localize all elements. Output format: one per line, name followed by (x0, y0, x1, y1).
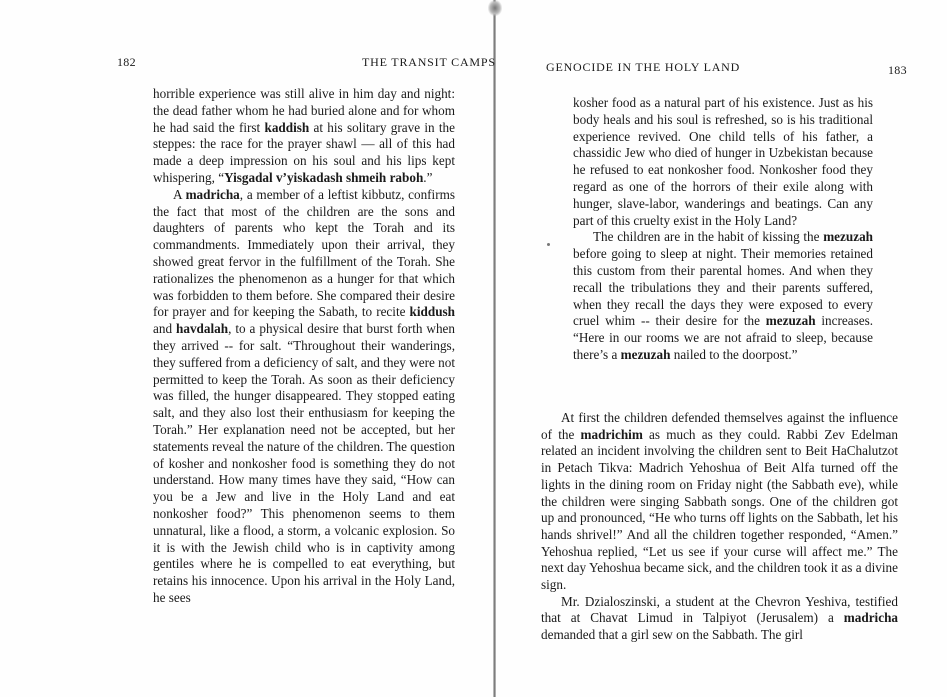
paragraph (153, 86, 455, 187)
gutter-shadow (488, 0, 502, 16)
text-run: kosher food as a natural part of his existence. Just as his body heals and his soul is refreshed, so is his traditional experience revived. One child tells of his father, a chassidic Jew who died of hunger in Uzbekistan because he refused to eat nonkosher food. Nonkosher food they regard as one of the horrors of their exile along with hunger, slave-labor, wanderings and beatings. Can any part of this cruelty exist in the Holy Land? (573, 95, 873, 228)
paragraph (541, 594, 898, 644)
bold-term: madricha (843, 610, 898, 626)
right-body-paragraphs (541, 410, 898, 644)
right-running-head: GENOCIDE IN THE HOLY LAND (546, 60, 741, 74)
scan-speck (547, 243, 550, 246)
text-run: .” (423, 169, 433, 185)
book-gutter (493, 0, 496, 697)
text-run: , a member of a leftist kibbutz, confirms the fact that most of the children are the sons and daughters of parents who kept the Torah and its commandments. Immediately upon their arrival, they showed great fervor in the fulfillment of the Torah. She rationalizes the phenomenon as a hunger for that which was forbidden to them before. She compared their desire for prayer and for keeping the Sabath, to recite (153, 186, 456, 320)
bold-term: kaddish (264, 119, 310, 135)
text-run: , to a physical desire that burst forth when they arrived -- for salt. “Throughout their wanderings, they suffered from a deficiency of salt, and they were not permitted to keep the Torah. As soon as their deficiency was filled, the hunger disappeared. They stopped eating salt, and they also lost their enthusiasm for keeping the Torah.” Her explanation need not be accepted, but her statements reveal the nature of the children. The question of kosher and nonkosher food is something they do not understand. How many times have they said, “How can you be a Jew and live in the Holy Land and eat nonkosher food?” This phenomenon seems to them unnatural, like a flood, a storm, a volcanic explosion. So it is with the Jewish child who is in captivity among gentiles where he is compelled to eat everything, but retains his innocence. Upon his arrival in the Holy Land, he sees (153, 321, 455, 605)
left-page-number: 182 (117, 55, 136, 69)
left-running-head: THE TRANSIT CAMPS (362, 55, 496, 69)
text-run: A (173, 186, 186, 202)
right-page-body-text (541, 410, 898, 644)
text-run: at his solitary grave in the steppes: the race for the prayer shawl — all of this had made a deep impression on his soul and his lips kept whispering, “ (153, 119, 455, 185)
paragraph (573, 95, 873, 229)
text-run: before going to sleep at night. Their memories retained this custom from their parental homes. And when they recall the tribulations they and their parents suffered, when they recall the days they were exposed to every cruel whim -- their desire for the (573, 246, 873, 329)
bold-term: mezuzah (765, 313, 816, 329)
left-paragraphs (153, 86, 455, 607)
paragraph (541, 410, 898, 594)
bold-term: Yisgadal v’yiskadash shmeih raboh (224, 169, 424, 185)
text-run: as much as they could. Rabbi Zev Edelman related an incident involving the children sent to Beit HaChalutzot in Petach Tikva: Madrich Yehoshua of Beit Alfa turned off the lights in the dining room on Friday night (the Sabbath eve), while the children were singing Sabbath songs. One of the children got up and pronounced, “He who turns off lights on the Sabbath, let his hands shrivel!” And all the children together responded, “Amen.” Yehoshua replied, “Let us see if your curse will affect me.” The next day Yehoshua became sick, and the children took it as a divine sign. (541, 426, 898, 593)
bold-term: kiddush (409, 304, 455, 320)
bold-term: madricha (185, 186, 240, 202)
text-run: nailed to the doorpost.” (670, 346, 798, 362)
text-run: horrible experience was still alive in him day and night: the dead father whom he had buried alone and for whom he had said the first (153, 86, 455, 135)
bold-term: havdalah (176, 321, 229, 337)
text-run: and (153, 321, 177, 337)
text-run: Mr. Dzialoszinski, a student at the Chevron Yeshiva, testified that at Chavat Limud in Talpiyot (Jerusalem) a (541, 593, 898, 626)
right-page-number: 183 (888, 63, 907, 77)
paragraph (573, 229, 873, 363)
bold-term: madrichim (580, 426, 643, 442)
text-run: The children are in the habit of kissing the (593, 229, 824, 245)
left-page-text (153, 86, 455, 607)
bold-term: mezuzah (620, 346, 671, 362)
text-run: At first the children defended themselves against the influence of the (541, 410, 898, 442)
paragraph (153, 187, 455, 607)
right-page-quote-text (573, 95, 873, 364)
right-quote-paragraphs (573, 95, 873, 364)
text-run: demanded that a girl sew on the Sabbath. The girl (541, 627, 803, 643)
bold-term: mezuzah (823, 229, 873, 245)
text-run: increases. “Here in our rooms we are not afraid to sleep, because there’s a (573, 313, 873, 362)
